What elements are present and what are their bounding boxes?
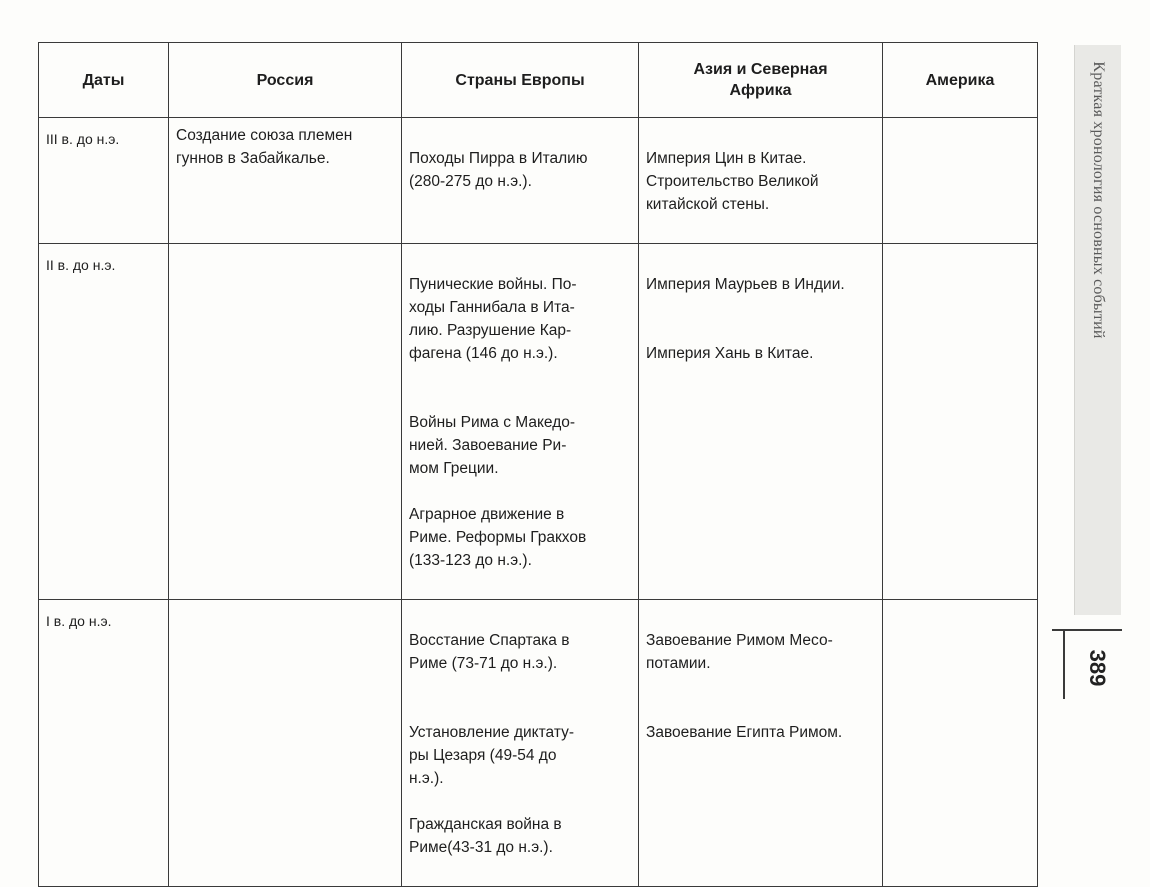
date-cell: [39, 244, 169, 600]
asia-event: Империя Маурьев в Индии.: [646, 276, 845, 293]
header-dates: Даты: [39, 43, 169, 118]
table-row: [39, 600, 1038, 887]
date-text: II в. до н.э.: [46, 257, 116, 273]
date-text: I в. до н.э.: [46, 613, 112, 629]
europe-event: Войны Рима с Македо- нией. Завоевание Ри- мом Греции.: [409, 414, 576, 477]
europe-event: Установление диктату- ры Цезаря (49-54 до н.э.).: [409, 724, 575, 787]
america-cell: [883, 600, 1038, 887]
asia-event: Империя Хань в Китае.: [646, 345, 814, 362]
europe-event: Походы Пирра в Италию (280-275 до н.э.).: [409, 150, 588, 190]
header-russia: Россия: [169, 43, 402, 118]
divider: [1063, 629, 1065, 699]
asia-event: Завоевание Римом Месо- потамии.: [646, 632, 833, 672]
america-text: [883, 118, 1037, 128]
russia-cell: [169, 600, 402, 887]
running-title: Краткая хронология основных событий: [1090, 61, 1107, 339]
russia-cell: [169, 244, 402, 600]
asia-cell: [639, 244, 883, 600]
europe-event: Восстание Спартака в Риме (73-71 до н.э.).: [409, 632, 570, 672]
europe-event: Пунические войны. По- ходы Ганнибала в Ита- лию. Разрушение Кар- фагена (146 до н.э.).: [409, 276, 577, 362]
asia-cell: [639, 600, 883, 887]
date-cell: [39, 118, 169, 244]
russia-text: [169, 600, 401, 610]
table-row: [39, 244, 1038, 600]
europe-event: Гражданская война в Риме(43-31 до н.э.).: [409, 816, 562, 856]
chronology-table: [38, 42, 1038, 887]
header-america: Америка: [883, 43, 1038, 118]
asia-cell: [639, 118, 883, 244]
asia-event: Империя Цин в Китае. Строительство Великой китайской стены.: [646, 150, 819, 213]
russia-text: Создание союза племен гуннов в Забайкалье.: [176, 127, 353, 167]
russia-text: [169, 244, 401, 254]
europe-cell: [402, 244, 639, 600]
header-asia-text: Азия и Северная Африка: [693, 61, 828, 99]
europe-cell: [402, 118, 639, 244]
table-row: [39, 118, 1038, 244]
date-text: III в. до н.э.: [46, 131, 120, 147]
header-europe: Страны Европы: [402, 43, 639, 118]
america-cell: [883, 244, 1038, 600]
table-header-row: [39, 43, 1038, 118]
america-text: [883, 600, 1037, 610]
europe-cell: [402, 600, 639, 887]
page-number: 389: [1085, 649, 1110, 687]
america-cell: [883, 118, 1038, 244]
europe-event: Аграрное движение в Риме. Реформы Гракхов (133-123 до н.э.).: [409, 506, 587, 569]
date-cell: [39, 600, 169, 887]
asia-event: Завоевание Египта Римом.: [646, 724, 843, 741]
header-asia: [639, 43, 883, 118]
america-text: [883, 244, 1037, 254]
russia-cell: [169, 118, 402, 244]
